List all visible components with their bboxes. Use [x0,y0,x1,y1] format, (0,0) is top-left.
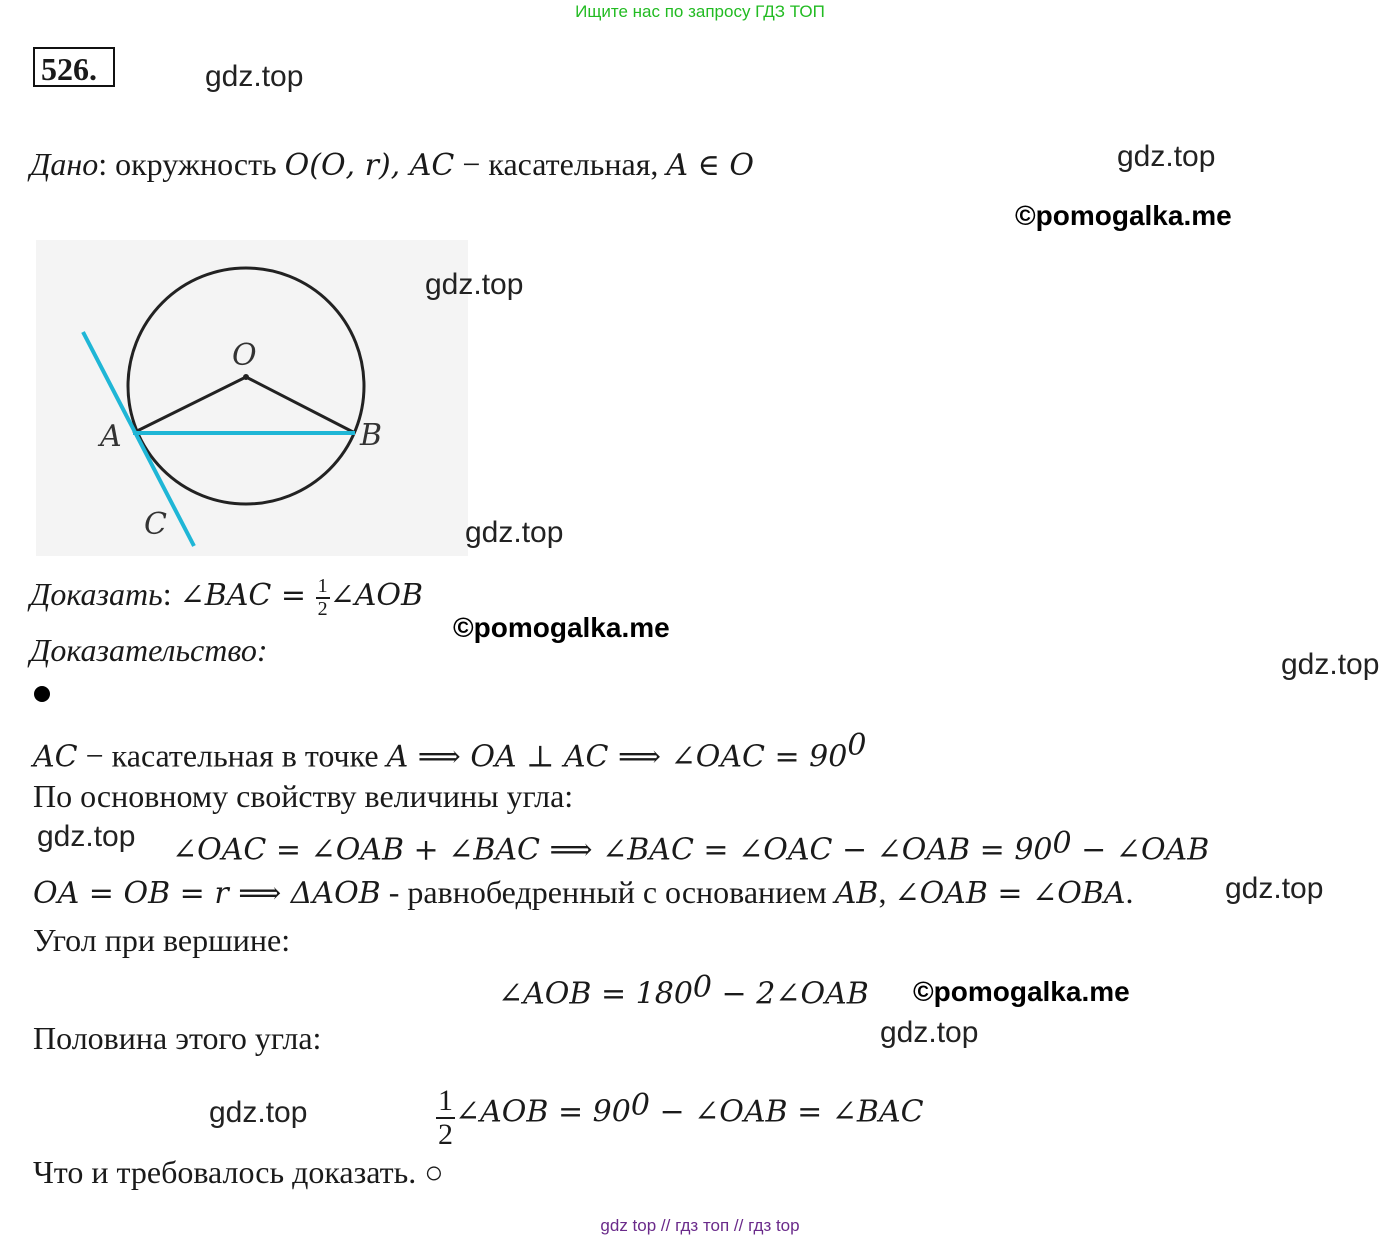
line4-d: , [878,874,895,910]
line1-sup: 0 [847,728,867,763]
circle [128,268,364,504]
watermark-gdz: gdz.top [205,60,304,93]
line4-f: . [1125,874,1134,910]
proof-line-8 [436,1066,924,1157]
proof-line-1 [33,728,866,775]
watermark-gdz: gdz.top [425,268,524,301]
given-label: Дано [30,146,99,182]
proof-line-4 [33,874,1134,911]
radius-OB [246,377,355,433]
line6-b: − 2∠𝑂𝐴𝐵 [712,976,869,1012]
proof-line-7: Половина этого угла: [33,1020,322,1056]
watermark-gdz: gdz.top [1281,648,1380,681]
problem-number: 526. [33,47,115,87]
watermark-pomogalka: ©pomogalka.me [1015,200,1232,231]
line8-sup: 0 [630,1088,650,1123]
given-line [30,146,754,183]
bullet [34,686,50,702]
label-O: O [232,338,257,373]
prove-left: ∠𝐵𝐴𝐶 = [179,578,316,613]
watermark-gdz: gdz.top [1117,140,1216,173]
line6-sup: 0 [692,970,713,1005]
prove-line [30,566,423,624]
center-point [243,374,249,380]
circle-diagram [36,240,468,556]
watermark-gdz: gdz.top [1225,872,1324,905]
given-circle: 𝑂(𝑂, 𝑟), 𝐴𝐶 [284,148,455,183]
proof-label: Доказательство: [30,632,268,668]
proof-line-3 [172,826,1209,867]
prove-colon: : [162,576,172,612]
prove-frac-den: 2 [317,597,328,620]
given-tail: 𝐴 ∈ 𝑂 [666,148,754,183]
line8-frac-num: 1 [438,1084,453,1118]
label-A: A [100,419,122,454]
line4-b: - равнобедренный с основанием [380,874,835,910]
proof-line-6 [498,970,869,1011]
given-text: : окружность [98,146,285,182]
line8-b: − ∠𝑂𝐴𝐵 = ∠𝐵𝐴𝐶 [649,1094,924,1130]
line1-c: 𝐴 ⟹ 𝑂𝐴 ⊥ 𝐴𝐶 ⟹ ∠𝑂𝐴𝐶 = 90 [386,739,848,775]
prove-frac-num: 1 [317,574,328,597]
watermark-gdz: gdz.top [880,1016,979,1049]
top-banner[interactable]: Ищите нас по запросу ГДЗ ТОП [575,2,825,21]
line6-a: ∠𝐴𝑂𝐵 = 180 [498,976,693,1012]
proof-line-2: По основному свойству величины угла: [33,778,574,814]
label-C: C [144,507,167,542]
line8-frac-den: 2 [438,1117,453,1151]
line1-a: 𝐴𝐶 [33,739,78,775]
line3-a: ∠𝑂𝐴𝐶 = ∠𝑂𝐴𝐵 + ∠𝐵𝐴𝐶 ⟹ ∠𝐵𝐴𝐶 = ∠𝑂𝐴𝐶 − ∠𝑂𝐴𝐵 = 90 [172,832,1053,868]
line4-a: 𝑂𝐴 = 𝑂𝐵 = 𝑟 ⟹ Δ𝐴𝑂𝐵 [33,876,381,911]
line3-b: − ∠𝑂𝐴𝐵 [1071,832,1210,868]
proof-line-5: Угол при вершине: [33,922,291,958]
prove-label: Доказать [30,576,163,612]
line1-b: − касательная в точке [77,737,387,774]
watermark-gdz: gdz.top [209,1096,308,1129]
watermark-pomogalka: ©pomogalka.me [913,976,1130,1007]
line8-fraction [436,1085,455,1150]
watermark-gdz: gdz.top [37,820,136,853]
line4-c: 𝐴𝐵 [834,876,879,911]
watermark-gdz: gdz.top [465,516,564,549]
watermark-pomogalka: ©pomogalka.me [453,612,670,643]
line8-a: ∠𝐴𝑂𝐵 = 90 [455,1094,631,1130]
given-mid: − касательная, [454,146,667,182]
footer-links[interactable]: gdz top // гдз топ // гдз top [600,1216,800,1235]
proof-line-9: Что и требовалось доказать. ○ [33,1154,444,1190]
line4-e: ∠𝑂𝐴𝐵 = ∠𝑂𝐵𝐴 [894,876,1126,911]
geometry-figure [36,240,468,556]
prove-right: ∠𝐴𝑂𝐵 [329,578,424,613]
label-B: B [360,418,383,453]
prove-fraction [316,576,330,620]
line3-sup: 0 [1052,826,1072,861]
radius-OA [133,377,246,433]
